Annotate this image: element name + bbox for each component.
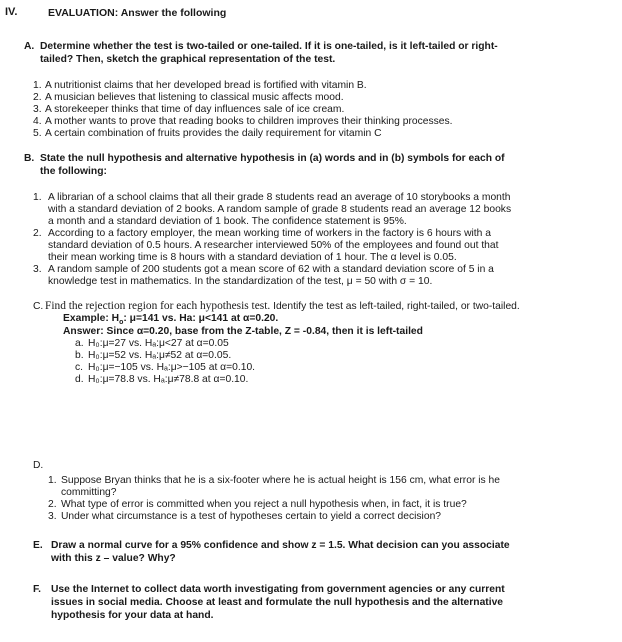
- list-item: A mother wants to prove that reading books to children improves their thinking processes.: [45, 116, 453, 127]
- part-f-line1: Use the Internet to collect data worth investigating from government agencies or any current: [51, 584, 505, 595]
- part-c-letter: C.: [33, 301, 44, 312]
- list-item-number: a.: [75, 338, 84, 349]
- list-item: A musician believes that listening to classical music affects mood.: [45, 92, 344, 103]
- list-item-line: a month and a standard deviation of 1 book. The confidence statement is 95%.: [48, 216, 407, 227]
- list-item-number: 3.: [33, 264, 42, 275]
- list-item-number: 5.: [33, 128, 42, 139]
- list-item-line: According to a factory employer, the mean working time of workers in the factory is 6 hours with a: [48, 228, 491, 239]
- list-item-line: A random sample of 200 students got a mean score of 62 with a standard deviation score of 5 in a: [48, 264, 494, 275]
- part-a-instruction-line2: tailed? Then, sketch the graphical representation of the test.: [40, 54, 336, 65]
- list-item: H₀:μ=27 vs. Hₐ:μ<27 at α=0.05: [88, 338, 229, 349]
- part-d-letter: D.: [33, 460, 44, 471]
- list-item: H₀:μ=52 vs. Hₐ:μ≠52 at α=0.05.: [88, 350, 232, 361]
- list-item-number: 2.: [33, 92, 42, 103]
- part-b-instruction-line2: the following:: [40, 166, 107, 177]
- list-item-number: d.: [75, 374, 84, 385]
- list-item-number: 1.: [33, 80, 42, 91]
- part-f-line3: hypothesis for your data at hand.: [51, 610, 214, 621]
- list-item: H₀:μ=−105 vs. Hₐ:μ>−105 at α=0.10.: [88, 362, 256, 373]
- example-label: Example: H: [63, 313, 120, 324]
- list-item-line: committing?: [61, 487, 117, 498]
- list-item-line: knowledge test in mathematics. In the standardization of the test, μ = 50 with σ = 10.: [48, 276, 433, 287]
- list-item-number: 2.: [33, 228, 42, 239]
- part-e-letter: E.: [33, 540, 43, 551]
- part-b-instruction-line1: State the null hypothesis and alternative hypothesis in (a) words and in (b) symbols for each of: [40, 153, 505, 164]
- part-c-instruction-serif: Find the rejection region for each hypothesis test.: [45, 300, 271, 312]
- list-item-number: 3.: [48, 511, 57, 522]
- example-subscript: o: [119, 319, 124, 327]
- list-item-number: c.: [75, 362, 84, 373]
- list-item: A certain combination of fruits provides the daily requirement for vitamin C: [45, 128, 382, 139]
- list-item: H₀:μ=78.8 vs. Hₐ:μ≠78.8 at α=0.10.: [88, 374, 249, 385]
- list-item-number: b.: [75, 350, 84, 361]
- part-e-line2: with this z – value? Why?: [51, 553, 176, 564]
- part-a-instruction-line1: Determine whether the test is two-tailed or one-tailed. If it is one-tailed, is it left-tailed or right-: [40, 41, 498, 52]
- list-item-number: 1.: [33, 192, 42, 203]
- example-rest: : μ=141 vs. Ha: μ<141 at α=0.20.: [123, 313, 279, 324]
- list-item-line: Suppose Bryan thinks that he is a six-footer where he is actual height is 156 cm, what error is he: [61, 475, 500, 486]
- answer-line: Answer: Since α=0.20, base from the Z-table, Z = -0.84, then it is left-tailed: [63, 326, 423, 337]
- section-title: EVALUATION: Answer the following: [48, 7, 227, 19]
- list-item-line: What type of error is committed when you reject a null hypothesis when, in fact, it is true?: [61, 499, 467, 510]
- part-f-line2: issues in social media. Choose at least and formulate the null hypothesis and the alternative: [51, 597, 504, 608]
- part-c-instruction-rest: Identify the test as left-tailed, right-tailed, or two-tailed.: [270, 301, 520, 312]
- part-f-letter: F.: [33, 584, 42, 595]
- list-item: A nutritionist claims that her developed bread is fortified with vitamin B.: [45, 80, 367, 91]
- list-item-line: standard deviation of 0.5 hours. A researcher interviewed 50% of the employees and found out that: [48, 240, 499, 251]
- part-b-letter: B.: [24, 153, 35, 164]
- list-item-number: 2.: [48, 499, 57, 510]
- list-item-line: with a standard deviation of 2 books. A random sample of grade 8 students read an average 12 books: [48, 204, 512, 215]
- list-item-line: A librarian of a school claims that all their grade 8 students read an average of 10 storybooks a month: [48, 192, 511, 203]
- part-a-letter: A.: [24, 41, 35, 52]
- section-numeral: IV.: [5, 6, 18, 18]
- list-item-line: Under what circumstance is a test of hypotheses certain to yield a correct decision?: [61, 511, 442, 522]
- list-item-number: 4.: [33, 116, 42, 127]
- list-item-line: their mean working time is 8 hours with a standard deviation of 1 hour. The α level is 0.05.: [48, 252, 457, 263]
- list-item: A storekeeper thinks that time of day influences sale of ice cream.: [45, 104, 345, 115]
- list-item-number: 3.: [33, 104, 42, 115]
- list-item-number: 1.: [48, 475, 57, 486]
- part-e-line1: Draw a normal curve for a 95% confidence and show z = 1.5. What decision can you associate: [51, 540, 510, 551]
